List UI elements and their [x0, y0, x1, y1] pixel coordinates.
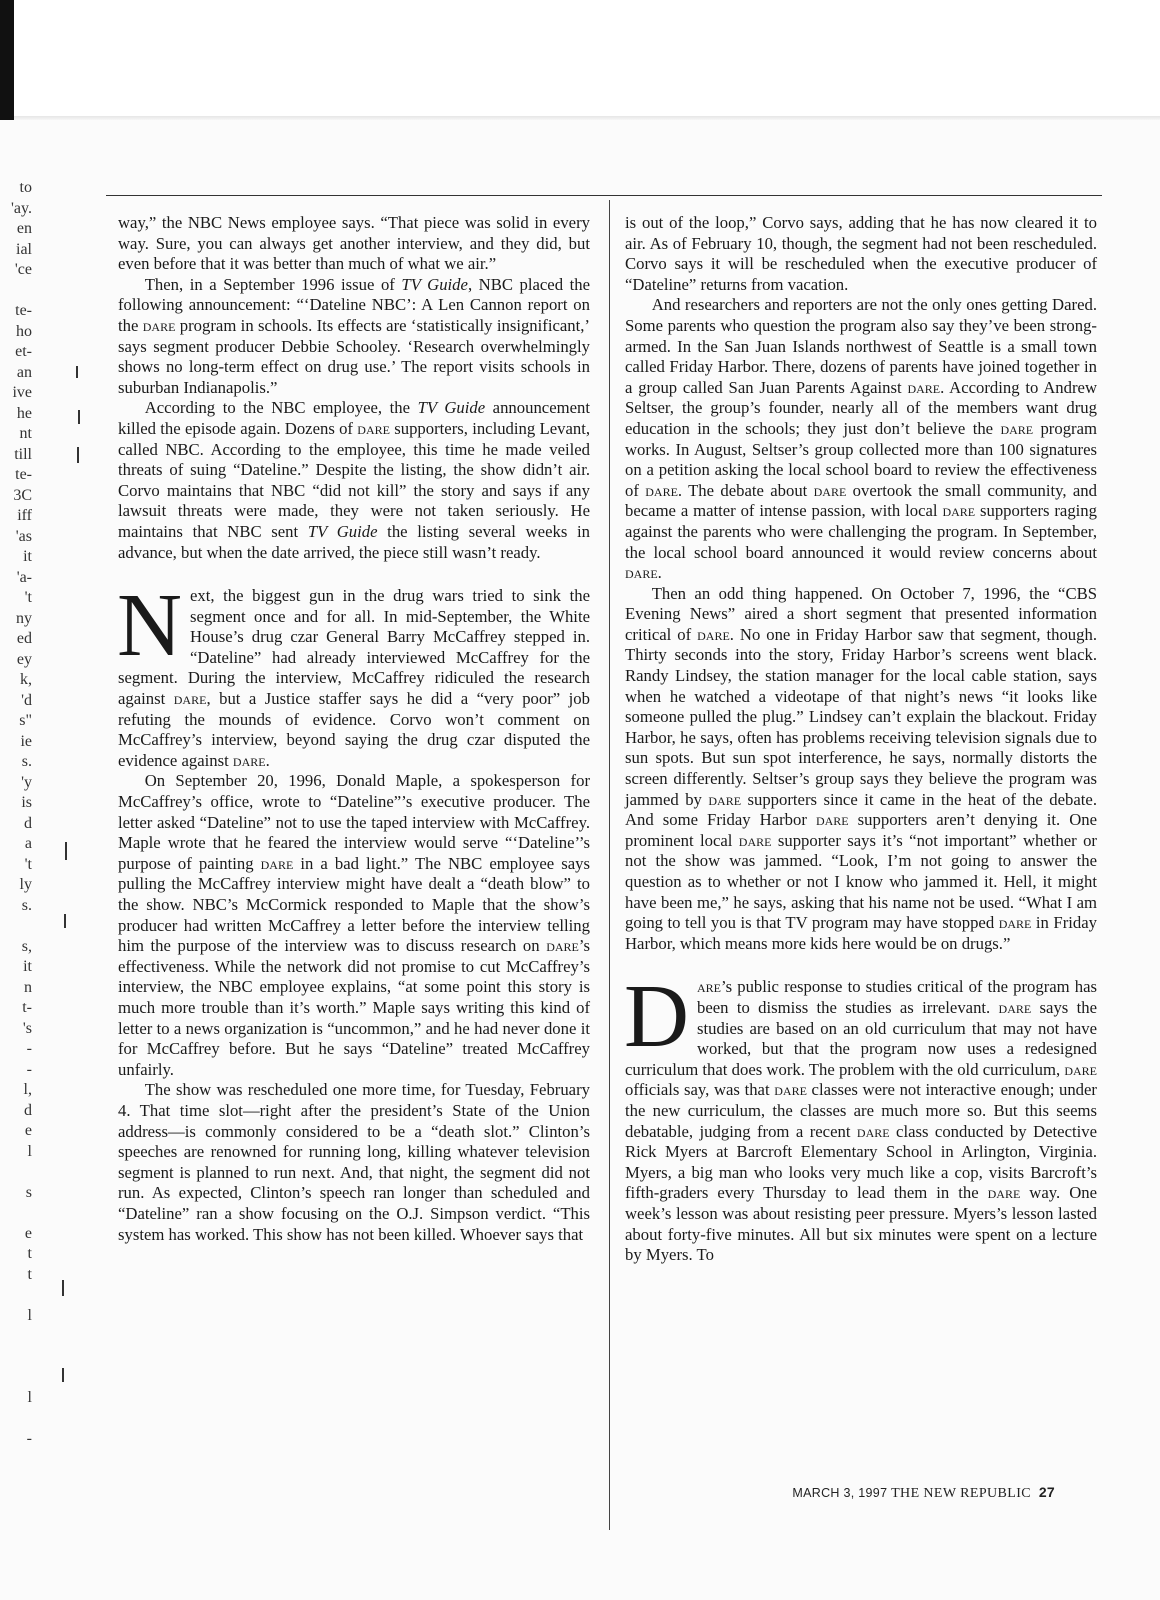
small-caps-acronym: are [697, 977, 721, 997]
previous-page-fragment [0, 1285, 38, 1306]
previous-page-fragment [0, 1162, 38, 1183]
scan-speck [77, 447, 79, 463]
small-caps-acronym: dare [907, 377, 941, 397]
page-number: 27 [1038, 1484, 1055, 1500]
small-caps-acronym: dare [1000, 418, 1034, 438]
previous-page-fragment: ho [16, 322, 32, 340]
previous-page-fragment: 't [24, 855, 32, 873]
body-paragraph: And researchers and reporters are not the only ones getting Dared. Some parents who question the program also say they’ve been strong-armed. In the San Juan Islands northwest of Seattle is a small town called Friday Harbor. There, dozens of parents have joined together in a group called San Juan Parents Against dare. According to Andrew Seltser, the group’s founder, nearly all of the members want drug education in the schools; they just don’t believe the dare program works. In August, Seltser’s group collected more than 100 signatures on a petition asking the local school board to review the effectiveness of dare. The debate about dare overtook the small community, and became a matter of intense passion, with local dare supporters raging against the parents who were challenging the program. In September, the local school board announced it would review concerns about dare. [625, 295, 1097, 583]
previous-page-fragment [0, 1367, 38, 1388]
previous-page-fragment [0, 1326, 38, 1347]
previous-page-fragment: s. [21, 753, 32, 770]
small-caps-acronym: dare [1064, 1059, 1097, 1079]
previous-page-fragment: iff [17, 507, 32, 524]
previous-page-fragment: 'y [21, 773, 32, 791]
previous-page-fragment [0, 1203, 38, 1224]
previous-page-fragment: 3C [13, 486, 32, 504]
scan-edge-shadow [0, 0, 14, 120]
header-rule [106, 195, 1102, 196]
previous-page-fragment: s [25, 1183, 32, 1201]
scan-speck [76, 366, 78, 378]
previous-page-fragment: s, [21, 937, 32, 955]
previous-page-fragment: l [27, 1142, 32, 1160]
previous-page-fragment: te- [15, 302, 32, 319]
drop-cap: N [117, 576, 182, 676]
previous-page-fragment [0, 1347, 38, 1368]
continued-paragraph: is out of the loop,” Corvo says, adding that he has now cleared it to air. As of February 10, though, the segment had not been rescheduled. Corvo says it will be rescheduled when the executive producer of “Dateline” returns from vacation. [625, 213, 1097, 294]
article-column-right [625, 213, 1097, 1266]
small-caps-acronym: dare [708, 789, 742, 809]
body-paragraph: According to the NBC employee, the TV Guide announcement killed the episode again. Dozens of dare supporters, including Levant, called NBC. According to the employee, this time he made veiled threats of suing “Dateline.” Despite the listing, the show didn’t air. Corvo maintains that NBC “did not kill” the story and says if any lawsuit threats were made, they were not taken seriously. He maintains that NBC sent TV Guide the listing several weeks in advance, but when the date arrived, the piece still wasn’t ready. [118, 398, 591, 562]
previous-page-fragment: s" [19, 712, 32, 729]
italic-title: TV Guide [417, 398, 486, 418]
previous-page-fragment: he [16, 404, 32, 422]
magazine-name: THE NEW REPUBLIC [891, 1486, 1032, 1501]
previous-page-fragment: ie [20, 732, 32, 750]
previous-page-fragment: 'd [21, 691, 32, 709]
previous-page-fragment [0, 916, 38, 937]
section-opening-paragraph: Dare’s public response to studies critical of the program has been to dismiss the studies as irrelevant. dare says the studies are based on an old curriculum that may not have worked, but that the program now uses a redesigned curriculum that does work. The problem with the old curriculum, dare officials say, was that dare classes were not interactive enough; under the new curriculum, the classes are much more so. But this seems debatable, judging from a recent dare class conducted by Detective Rick Myers at Barcroft Elementary School in Arlington, Virginia. Myers, a big man who looks very much like a cop, visits Barcroft’s fifth-graders every Thursday to lead them in the dare way. One week’s lesson was about resisting peer pressure. Myers’s lesson lasted about forty-five minutes. All but six minutes were spent on a lecture by Myers. To [624, 967, 1097, 1265]
previous-page-fragment: is [21, 794, 32, 811]
previous-page-fragment: 's [22, 1019, 32, 1037]
previous-page-fragment: t [27, 1265, 32, 1283]
small-caps-acronym: dare [987, 1183, 1021, 1203]
page-footer [792, 1484, 1055, 1502]
continued-paragraph: way,” the NBC News employee says. “That piece was solid in every way. Sure, you can always get another interview, and they did, but even before that it was better than much of what we air.” [118, 213, 590, 274]
small-caps-acronym: dare [697, 624, 730, 644]
body-paragraph: Then, in a September 1996 issue of TV Guide, NBC placed the following announcement: “‘Dateline NBC’: A Len Cannon report on the dare program in schools. Its effects are ‘statistically insignificant,’ says segment producer Debbie Schooley. ‘Research overwhelmingly shows no long-term effect on drug use.’ The report visits schools in suburban Indianapolis.” [118, 274, 590, 397]
issue-date: MARCH 3, 1997 [792, 1486, 888, 1500]
small-caps-acronym: dare [815, 810, 849, 830]
previous-page-fragment: - [26, 1060, 32, 1078]
previous-page-fragment: 'a- [16, 568, 32, 586]
previous-page-fragment: l [27, 1306, 32, 1324]
previous-page-fragment: d [24, 1101, 32, 1119]
previous-page-fragment: k, [20, 671, 32, 688]
body-paragraph: The show was rescheduled one more time, for Tuesday, February 4. That time slot—right after the president’s State of the Union address—is commonly considered to be a “death slot.” Clinton’s speeches are renowned for running long, killing whatever television segment is planned to run next. And, that night, the segment did not run. As expected, Clinton’s speech ran longer than scheduled and “Dateline” ran a show focusing on the O.J. Simpson verdict. “This system has worked. This show has not been killed. Whoever says that [118, 1080, 590, 1244]
small-caps-acronym: dare [232, 750, 266, 770]
previous-page-fragment: - [26, 1429, 32, 1447]
small-caps-acronym: dare [856, 1121, 890, 1141]
previous-page-fragment: it [23, 958, 32, 975]
previous-page-fragment: et- [15, 343, 32, 360]
small-caps-acronym: dare [738, 830, 772, 850]
italic-title: TV Guide [401, 274, 468, 294]
previous-page-fragment [0, 1408, 38, 1429]
small-caps-acronym: dare [774, 1080, 807, 1100]
previous-page-fragment: ny [16, 609, 32, 627]
body-paragraph: Then an odd thing happened. On October 7, 1996, the “CBS Evening News” aired a short segment that presented information critical of dare. No one in Friday Harbor saw that segment, though. Thirty seconds into the story, Friday Harbor’s screens went black. Randy Lindsey, the station manager for the local cable station, says when he watched a videotape of that night’s news “it looks like someone pulled the plug.” Lindsey can’t explain the blackout. Friday Harbor, he says, often has problems receiving television signals due to sun spots. But sun spot interference, he says, normally distorts the screen differently. Seltser’s group says they believe the program was jammed by dare supporters since it came in the heat of the debate. And some Friday Harbor dare supporters aren’t denying it. One prominent local dare supporter says it’s “not important” whether or not the show was jammed. “Look, I’m not going to answer the question as to whether or not I know who jammed it. Hell, it might have been me,” he says, asking that his name not be used. “What I am going to tell you is that TV program may have stopped dare in Friday Harbor, which means more kids here would be on drugs.” [625, 583, 1097, 953]
previous-page-fragment: - [26, 1040, 32, 1057]
previous-page-fragment: a [24, 835, 32, 852]
previous-page-fragment: l, [23, 1081, 32, 1098]
small-caps-acronym: dare [142, 315, 176, 335]
previous-page-fragment: 'ay. [11, 199, 32, 217]
small-caps-acronym: dare [998, 913, 1032, 933]
scan-speck [65, 842, 67, 860]
small-caps-acronym: dare [998, 997, 1032, 1017]
scan-speck [78, 410, 80, 424]
previous-page-fragment: ed [16, 630, 32, 647]
previous-page-fragment: t- [22, 999, 32, 1016]
previous-page-fragment: s. [21, 896, 32, 914]
previous-page-fragment: 't [24, 589, 32, 606]
previous-page-fragment: ey [16, 650, 32, 668]
small-caps-acronym: dare [357, 418, 390, 438]
previous-page-fragment: d [24, 814, 32, 832]
drop-cap: D [624, 967, 689, 1067]
small-caps-acronym: dare [645, 480, 678, 500]
previous-page-fragment: nt [19, 425, 32, 442]
previous-page-fragment: ive [12, 384, 32, 401]
previous-page-fragment: it [23, 548, 32, 565]
previous-page-edge-text [0, 178, 38, 1508]
scan-speck [64, 914, 66, 928]
small-caps-acronym: dare [813, 480, 847, 500]
body-paragraph: On September 20, 1996, Donald Maple, a spokesperson for McCaffrey’s office, wrote to “Dateline”’s executive producer. The letter asked “Dateline” not to use the taped interview with McCaffrey. Maple wrote that he feared the interview would serve “‘Dateline’’s purpose of painting dare in a bad light.” The NBC employee says pulling the McCaffrey interview might have dealt a “death blow” to the show. NBC’s McCormick responded to Maple that the show’s producer had written McCaffrey a letter before the interview telling him the purpose of the interview was to discuss research on dare’s effectiveness. While the network did not promise to cut McCaffrey’s interview, the NBC employee explains, “at some point this story is much more trouble than it’s worth.” Maple says writing this kind of letter to a news organization is “uncommon,” and he had never done it for McCaffrey before. But he says “Dateline” treated McCaffrey unfairly. [118, 771, 590, 1079]
small-caps-acronym: dare [260, 853, 294, 873]
previous-page-fragment [0, 281, 38, 302]
previous-page-fragment: an [16, 363, 32, 381]
small-caps-acronym: dare [942, 501, 976, 521]
italic-title: TV Guide [307, 521, 378, 541]
small-caps-acronym: dare [173, 689, 207, 709]
previous-page-fragment: e [24, 1122, 32, 1139]
small-caps-acronym: dare [625, 563, 658, 583]
previous-page-fragment: ial [16, 240, 32, 258]
previous-page-fragment: ly [19, 876, 32, 893]
previous-page-fragment: till [14, 445, 32, 463]
article-column-left [118, 213, 590, 1245]
section-opening-paragraph: Next, the biggest gun in the drug wars tried to sink the segment once and for all. In mid-September, the White House’s drug czar General Barry McCaffrey stepped in. “Dateline” had already interviewed McCaffrey for the segment. During the interview, McCaffrey ridiculed the research against dare, but a Justice staffer says he did a “very poor” job refuting the mounds of evidence. Corvo won’t comment on McCaffrey’s interview, beyond saying the drug czar disputed the evidence against dare. [117, 576, 590, 770]
scan-speck [62, 1280, 64, 1296]
previous-page-fragment: to [19, 179, 32, 196]
previous-page-fragment: n [24, 978, 32, 996]
previous-page-fragment: te- [15, 466, 32, 483]
column-divider [609, 200, 610, 1530]
scan-top-blank [0, 0, 1160, 118]
previous-page-fragment: 'as [15, 527, 32, 545]
small-caps-acronym: dare [546, 936, 579, 956]
previous-page-fragment: t [27, 1245, 32, 1262]
scan-speck [62, 1368, 64, 1382]
previous-page-fragment: en [16, 220, 32, 237]
previous-page-fragment: e [24, 1224, 32, 1242]
previous-page-fragment: 'ce [14, 261, 32, 278]
previous-page-fragment: l [27, 1388, 32, 1406]
